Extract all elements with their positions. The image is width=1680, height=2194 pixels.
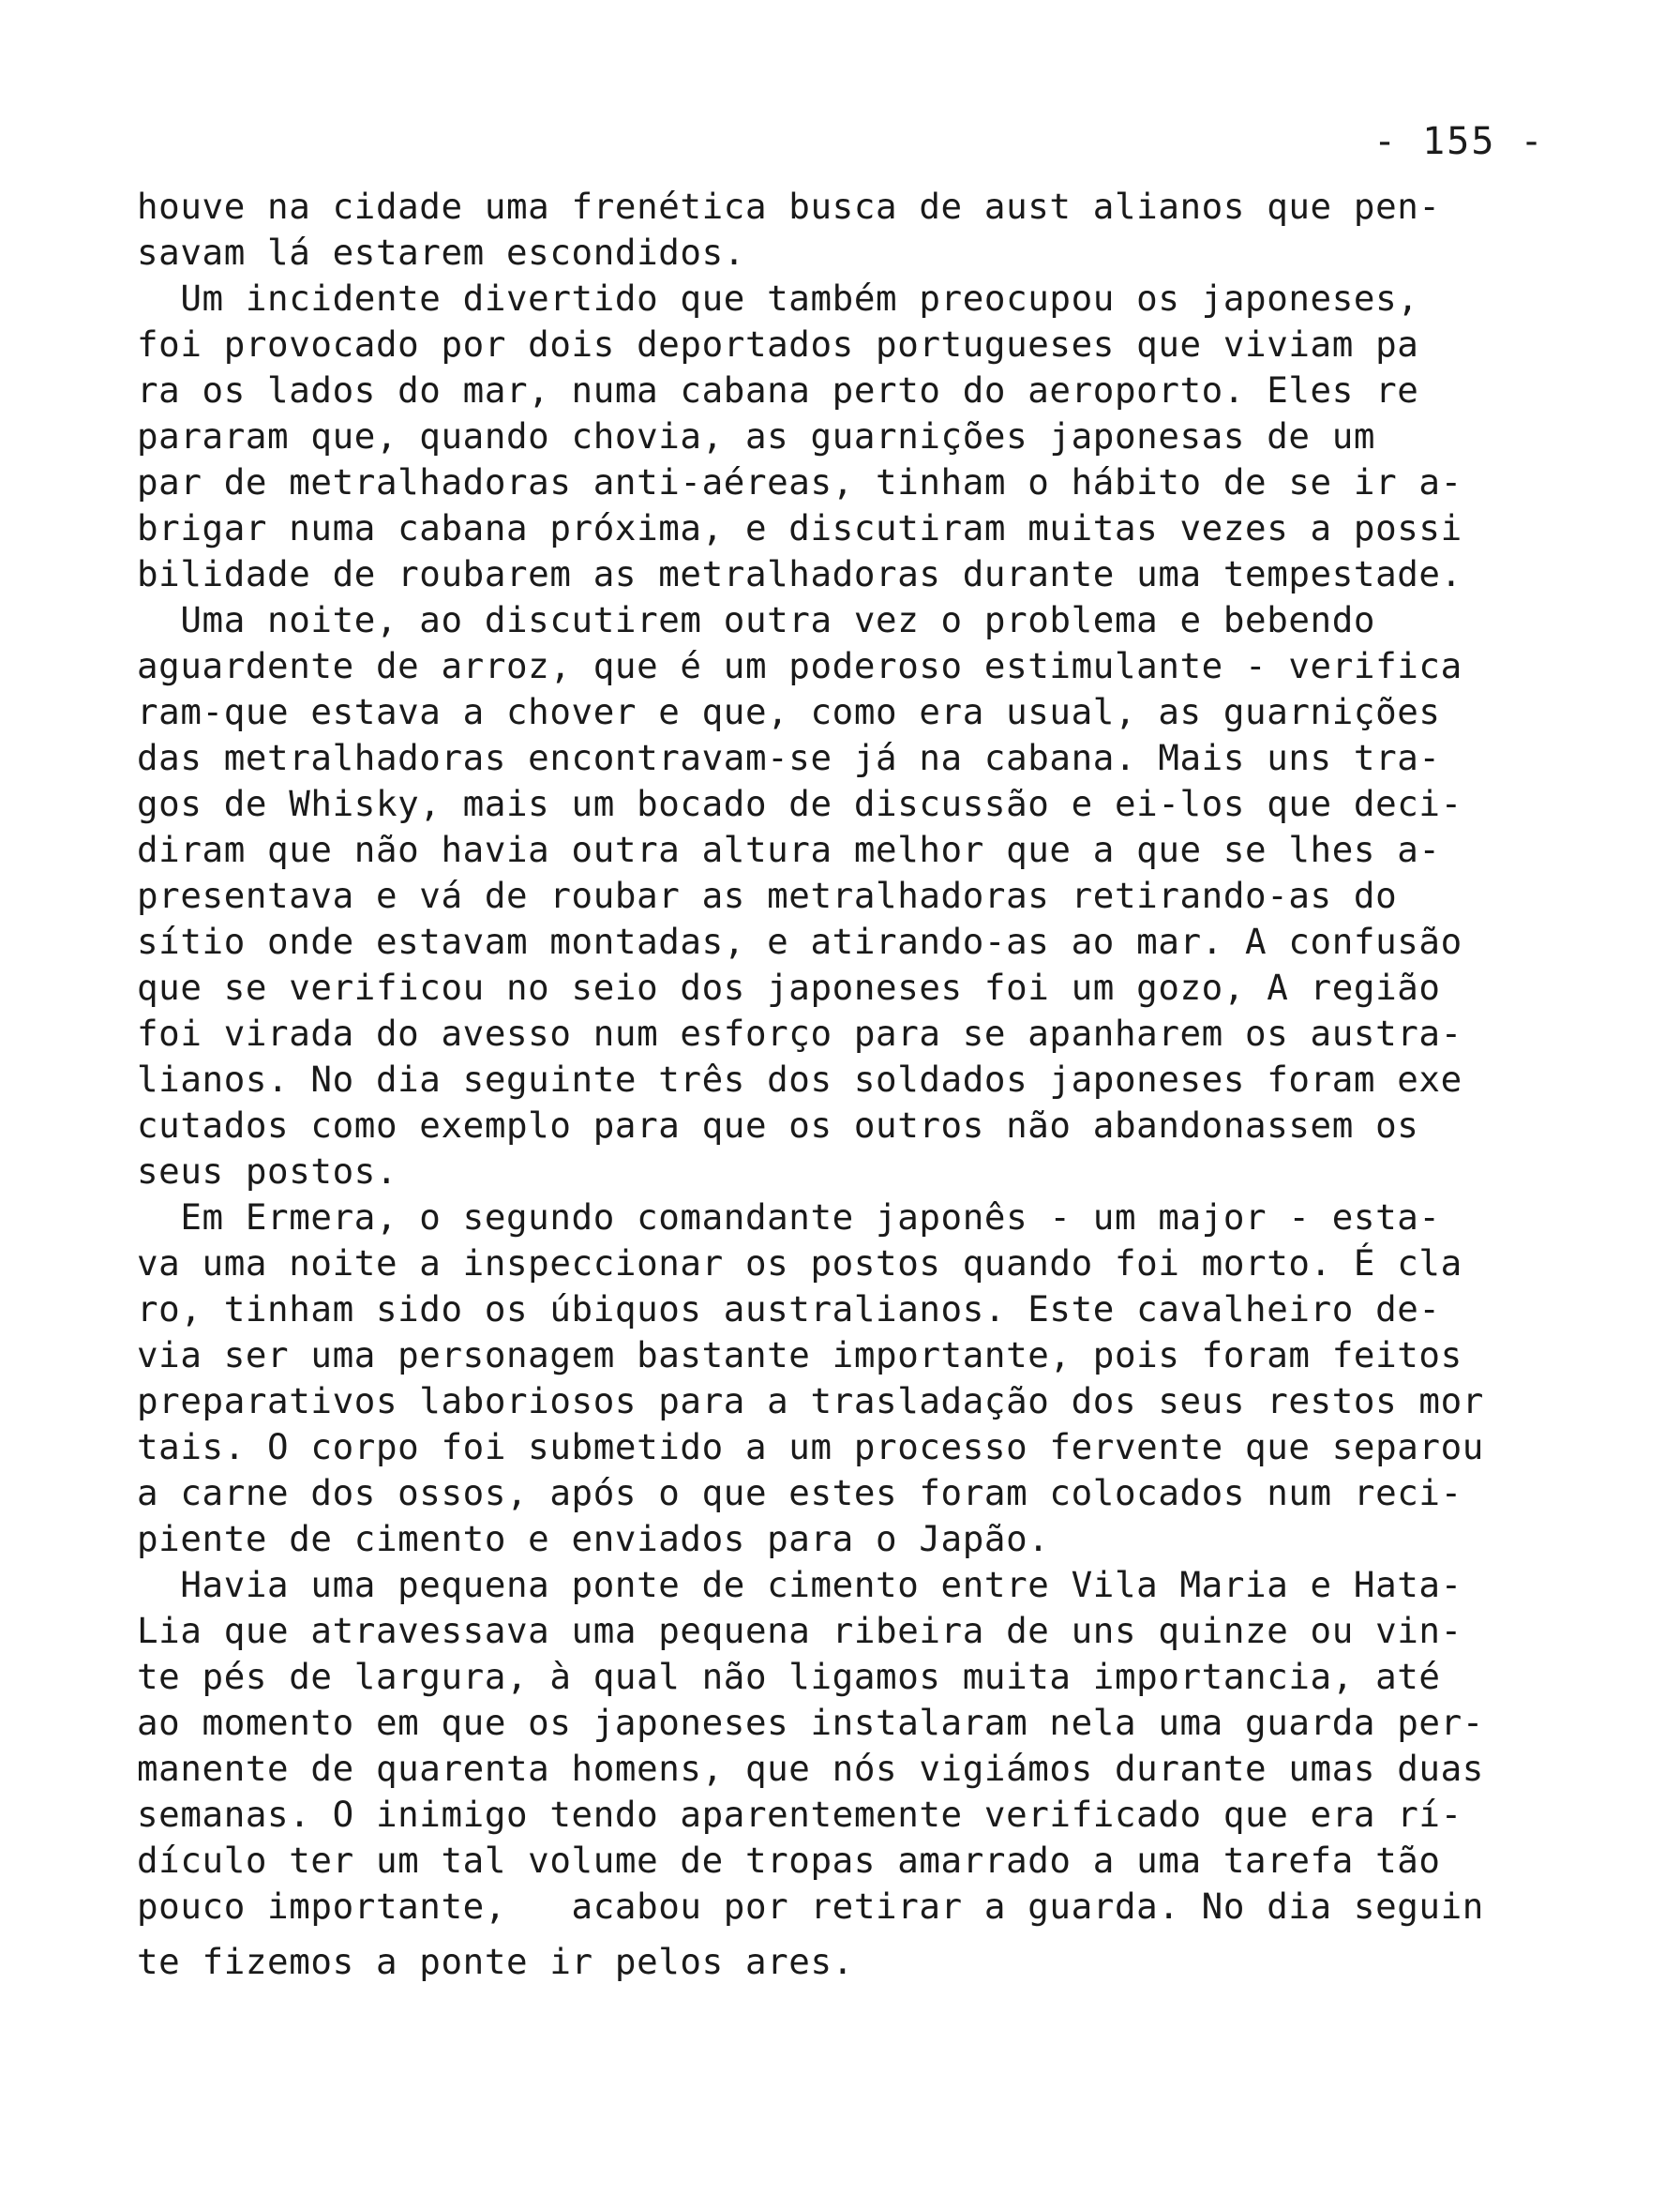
text-line: Em Ermera, o segundo comandante japonês - um major - esta- [137, 1196, 1441, 1238]
text-line: va uma noite a inspeccionar os postos quando foi morto. É cla [137, 1242, 1462, 1284]
body-text [137, 184, 1599, 1985]
text-line: te fizemos a ponte ir pelos ares. [137, 1941, 854, 1982]
page-number: - 155 - [1373, 120, 1545, 163]
text-line: piente de cimento e enviados para o Japão. [137, 1518, 1050, 1559]
text-line: bilidade de roubarem as metralhadoras durante uma tempestade. [137, 553, 1462, 594]
text-line: presentava e vá de roubar as metralhadoras retirando-as do [137, 875, 1398, 916]
text-line: lianos. No dia seguinte três dos soldados japoneses foram exe [137, 1059, 1462, 1100]
text-line: pouco importante, acabou por retirar a guarda. No dia seguin [137, 1886, 1484, 1927]
text-line: ao momento em que os japoneses instalaram nela uma guarda per- [137, 1702, 1484, 1743]
text-line: foi virada do avesso num esforço para se apanharem os austra- [137, 1013, 1462, 1054]
text-line: ro, tinham sido os úbiquos australianos. Este cavalheiro de- [137, 1288, 1441, 1330]
text-line: foi provocado por dois deportados portugueses que viviam pa [137, 323, 1419, 365]
text-line: a carne dos ossos, após o que estes foram colocados num reci- [137, 1472, 1462, 1513]
text-line: sítio onde estavam montadas, e atirando-as ao mar. A confusão [137, 921, 1462, 962]
text-line: Havia uma pequena ponte de cimento entre Vila Maria e Hata- [137, 1564, 1462, 1605]
text-line: seus postos. [137, 1150, 398, 1192]
text-line: diram que não havia outra altura melhor que a que se lhes a- [137, 829, 1441, 870]
text-line: savam lá estarem escondidos. [137, 232, 745, 273]
text-line: dículo ter um tal volume de tropas amarrado a uma tarefa tão [137, 1840, 1441, 1881]
text-line: ra os lados do mar, numa cabana perto do aeroporto. Eles re [137, 369, 1419, 411]
text-line: que se verificou no seio dos japoneses foi um gozo, A região [137, 967, 1441, 1008]
text-line: par de metralhadoras anti-aéreas, tinham o hábito de se ir a- [137, 461, 1462, 503]
text-line: ram-que estava a chover e que, como era usual, as guarnições [137, 691, 1441, 732]
text-line: Lia que atravessava uma pequena ribeira de uns quinze ou vin- [137, 1610, 1462, 1651]
text-line: semanas. O inimigo tendo aparentemente verificado que era rí- [137, 1794, 1462, 1835]
text-line: Uma noite, ao discutirem outra vez o problema e bebendo [137, 599, 1376, 640]
text-line: manente de quarenta homens, que nós vigiámos durante umas duas [137, 1748, 1484, 1789]
text-line: das metralhadoras encontravam-se já na cabana. Mais uns tra- [137, 737, 1441, 778]
text-line: houve na cidade uma frenética busca de aust alianos que pen- [137, 186, 1441, 227]
text-line: via ser uma personagem bastante importante, pois foram feitos [137, 1334, 1462, 1375]
text-line: cutados como exemplo para que os outros não abandonassem os [137, 1105, 1419, 1146]
text-line: tais. O corpo foi submetido a um processo fervente que separou [137, 1426, 1484, 1467]
text-line: aguardente de arroz, que é um poderoso estimulante - verifica [137, 645, 1462, 686]
text-line: preparativos laboriosos para a trasladação dos seus restos mor [137, 1380, 1484, 1421]
text-line: brigar numa cabana próxima, e discutiram muitas vezes a possi [137, 507, 1462, 548]
text-line: pararam que, quando chovia, as guarnições japonesas de um [137, 415, 1376, 457]
text-line: te pés de largura, à qual não ligamos muita importancia, até [137, 1656, 1441, 1697]
text-line: Um incidente divertido que também preocupou os japoneses, [137, 278, 1419, 319]
text-line: gos de Whisky, mais um bocado de discussão e ei-los que deci- [137, 783, 1462, 824]
